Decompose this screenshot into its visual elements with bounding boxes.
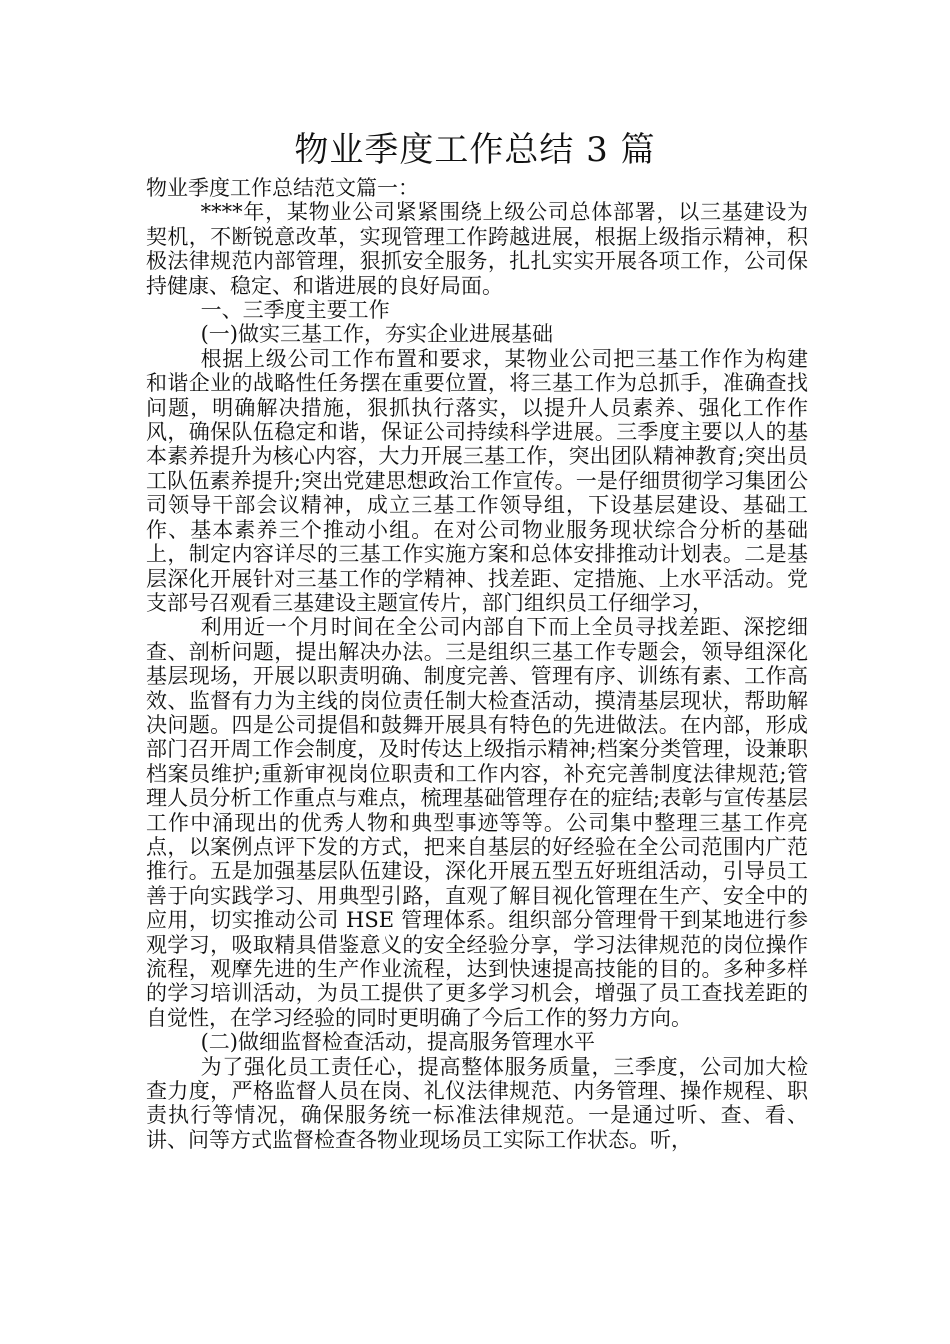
subsection-heading: (一)做实三基工作，夯实企业进展基础	[200, 322, 553, 347]
subsection-heading: (二)做细监督检查活动，提高服务管理水平	[200, 1030, 595, 1055]
body-paragraph: 物业季度工作总结范文篇一：	[146, 176, 419, 200]
body-paragraph: 利用近一个月时间在全公司内部自下而上全员寻找差距、深挖细查、剖析问题，提出解决办法。三是组织三基工作专题会，领导组深化基层现场，开展以职责明确、制度完善、管理有序、训练有素、工作高效、监督有力为主线的岗位责任制大检查活动，摸清基层现状，帮助解决问题。四是公司提倡和鼓舞开展具有特色的先进做法。在内部，形成部门召开周工作会制度，及时传达上级指示精神;档案分类管理，设兼职档案员维护;重新审视岗位职责和工作内容，补充完善制度法律规范;管理人员分析工作重点与难点，梳理基础管理存在的症结;表彰与宣传基层工作中涌现出的优秀人物和典型事迹等等。公司集中整理三基工作亮点，以案例点评下发的方式，把来自基层的好经验在全公司范围内广范推行。五是加强基层队伍建设，深化开展五型五好班组活动，引导员工善于向实践学习、用典型引路，直观了解目视化管理在生产、安全中的应用，切实推动公司 HSE 管理体系。组织部分管理骨干到某地进行参观学习，吸取精具借鉴意义的安全经验分享，学习法律规范的岗位操作流程，观摩先进的生产作业流程，达到快速提高技能的目的。多种多样的学习培训活动，为员工提供了更多学习机会，增强了员工查找差距的自觉性，在学习经验的同时更明确了今后工作的努力方向。	[146, 615, 808, 1030]
document-title: 物业季度工作总结 3 篇	[294, 130, 656, 170]
body-paragraph: 根据上级公司工作布置和要求，某物业公司把三基工作作为构建和谐企业的战略性任务摆在重要位置，将三基工作为总抓手，准确查找问题，明确解决措施，狠抓执行落实，以提升人员素养、强化工作作风，确保队伍稳定和谐，保证公司持续科学进展。三季度主要以人的基本素养提升为核心内容，大力开展三基工作，突出团队精神教育;突出员工队伍素养提升;突出党建思想政治工作宣传。一是仔细贯彻学习集团公司领导干部会议精神，成立三基工作领导组，下设基层建设、基础工作、基本素养三个推动小组。在对公司物业服务现状综合分析的基础上，制定内容详尽的三基工作实施方案和总体安排推动计划表。二是基层深化开展针对三基工作的学精神、找差距、定措施、上水平活动。党支部号召观看三基建设主题宣传片，部门组织员工仔细学习，	[146, 346, 808, 615]
body-paragraph: ****年，某物业公司紧紧围绕上级公司总体部署，以三基建设为契机，不断锐意改革，实现管理工作跨越进展，根据上级指示精神，积极法律规范内部管理，狠抓安全服务，扎扎实实开展各项工作，公司保持健康、稳定、和谐进展的良好局面。	[146, 200, 808, 298]
section-heading: 一、三季度主要工作	[200, 298, 390, 323]
body-paragraph: 为了强化员工责任心，提高整体服务质量，三季度，公司加大检查力度，严格监督人员在岗、礼仪法律规范、内务管理、操作规程、职责执行等情况，确保服务统一标准法律规范。一是通过听、查、看、讲、问等方式监督检查各物业现场员工实际工作状态。听，	[146, 1054, 808, 1152]
document-body	[146, 176, 808, 1152]
